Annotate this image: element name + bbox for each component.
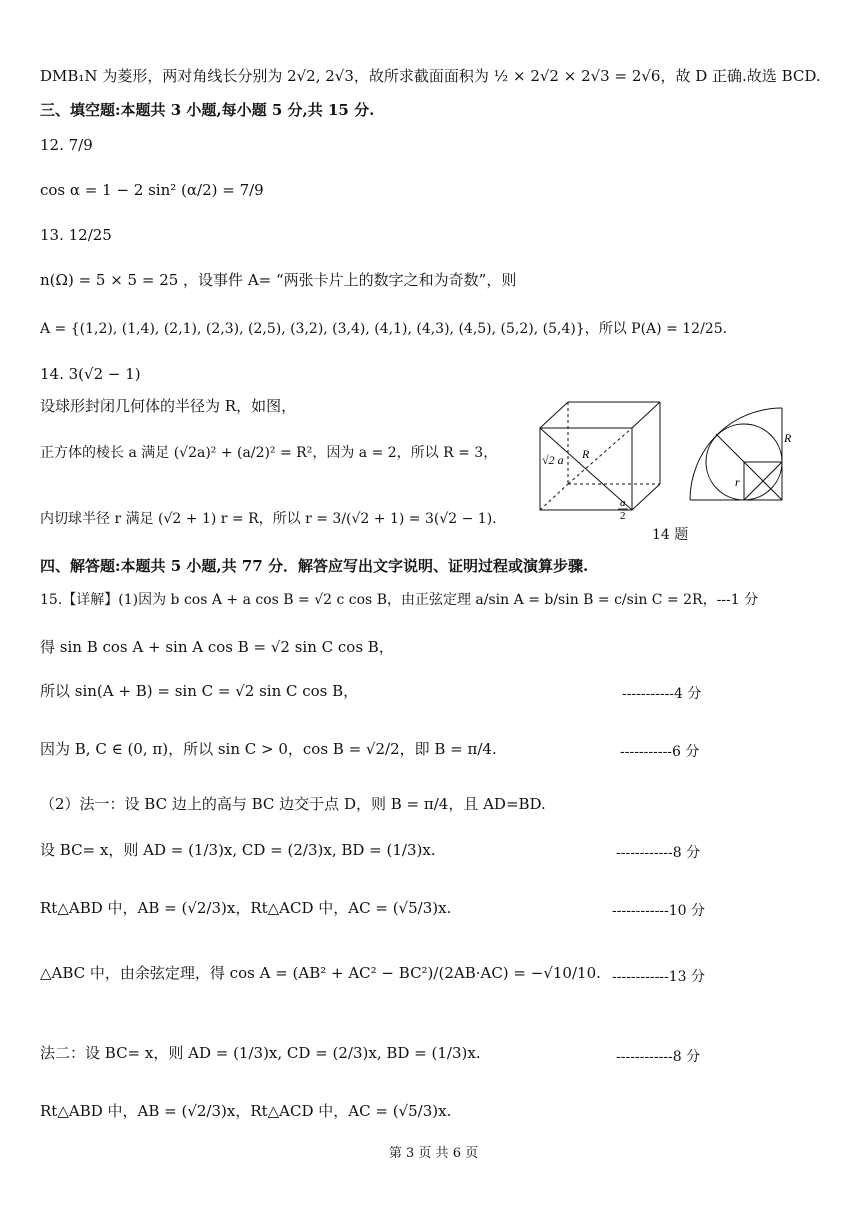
label-R-quarter: R — [784, 431, 792, 445]
line-15-4: 因为 B, C ∈ (0, π)，所以 sin C > 0，cos B = √2/2，即 B = π/4. — [40, 740, 497, 758]
line-15-method2: 法二：设 BC= x，则 AD = (1/3)x, CD = (2/3)x, BD = (1/3)x. — [40, 1044, 481, 1062]
line-15-method2-rt: Rt△ABD 中，AB = (√2/3)x，Rt△ACD 中，AC = (√5/3)x. — [40, 1102, 452, 1120]
answer-12: 12. 7/9 — [40, 136, 93, 154]
quarter-circle-figure — [686, 402, 796, 506]
line-15-3: 所以 sin(A + B) = sin C = √2 sin C cos B， — [40, 682, 359, 700]
score-8: ------------8 分 — [616, 845, 701, 861]
score-10: ------------10 分 — [612, 903, 706, 919]
line-15-set-bc: 设 BC= x，则 AD = (1/3)x, CD = (2/3)x, BD = (1/3)x. — [40, 841, 436, 859]
score-13: ------------13 分 — [612, 969, 706, 985]
figure-caption: 14 题 — [652, 527, 689, 543]
line-n-omega: n(Ω) = 5 × 5 = 25 ，设事件 A= “两张卡片上的数字之和为奇数”，则 — [40, 271, 517, 289]
section-heading-answers: 四、解答题:本题共 5 小题,共 77 分．解答应写出文字说明、证明过程或演算步骤. — [40, 557, 589, 575]
line-15-2: 得 sin B cos A + sin A cos B = √2 sin C cos B， — [40, 638, 394, 656]
page-footer: 第 3 页 共 6 页 — [388, 1146, 479, 1161]
line-inner-radius: 内切球半径 r 满足 (√2 + 1) r = R，所以 r = 3/(√2 + 1) = 3(√2 − 1). — [40, 511, 497, 527]
line-cos-alpha: cos α = 1 − 2 sin² (α/2) = 7/9 — [40, 181, 264, 199]
score-6: -----------6 分 — [620, 744, 700, 760]
label-2: 2 — [620, 510, 626, 522]
label-R-cube: R — [582, 447, 590, 461]
label-a: a — [620, 497, 626, 509]
label-r: r — [735, 475, 740, 489]
line-1: DMB₁N 为菱形，两对角线长分别为 2√2, 2√3，故所求截面面积为 ½ × 2√2 × 2√3 = 2√6，故 D 正确.故选 BCD. — [40, 67, 821, 85]
line-15-1: 15.【详解】(1)因为 b cos A + a cos B = √2 c cos B，由正弦定理 a/sin A = b/sin B = c/sin C = 2R，---1 分 — [40, 592, 759, 608]
line-15-part2: （2）法一：设 BC 边上的高与 BC 边交于点 D，则 B = π/4，且 AD=BD. — [40, 795, 546, 813]
line-radius-R: 设球形封闭几何体的半径为 R，如图， — [40, 397, 297, 415]
section-heading-fill-in: 三、填空题:本题共 3 小题,每小题 5 分,共 15 分. — [40, 101, 375, 119]
answer-14: 14. 3(√2 − 1) — [40, 365, 141, 383]
cube-figure — [532, 398, 672, 528]
score-8-method2: ------------8 分 — [616, 1049, 701, 1065]
score-4: -----------4 分 — [622, 686, 702, 702]
answer-13: 13. 12/25 — [40, 226, 112, 244]
label-sqrt2a: √2 a — [542, 453, 564, 467]
line-edge-length: 正方体的棱长 a 满足 (√2a)² + (a/2)² = R²，因为 a = 2，所以 R = 3， — [40, 445, 498, 461]
line-event-set: A = {(1,2), (1,4), (2,1), (2,3), (2,5), (3,2), (3,4), (4,1), (4,3), (4,5), (5,2), (5,4)}，所以 P(A) = 12/25. — [40, 321, 728, 337]
line-15-cosine: △ABC 中，由余弦定理，得 cos A = (AB² + AC² − BC²)/(2AB·AC) = −√10/10. — [40, 964, 601, 982]
line-15-rt: Rt△ABD 中，AB = (√2/3)x，Rt△ACD 中，AC = (√5/3)x. — [40, 899, 452, 917]
